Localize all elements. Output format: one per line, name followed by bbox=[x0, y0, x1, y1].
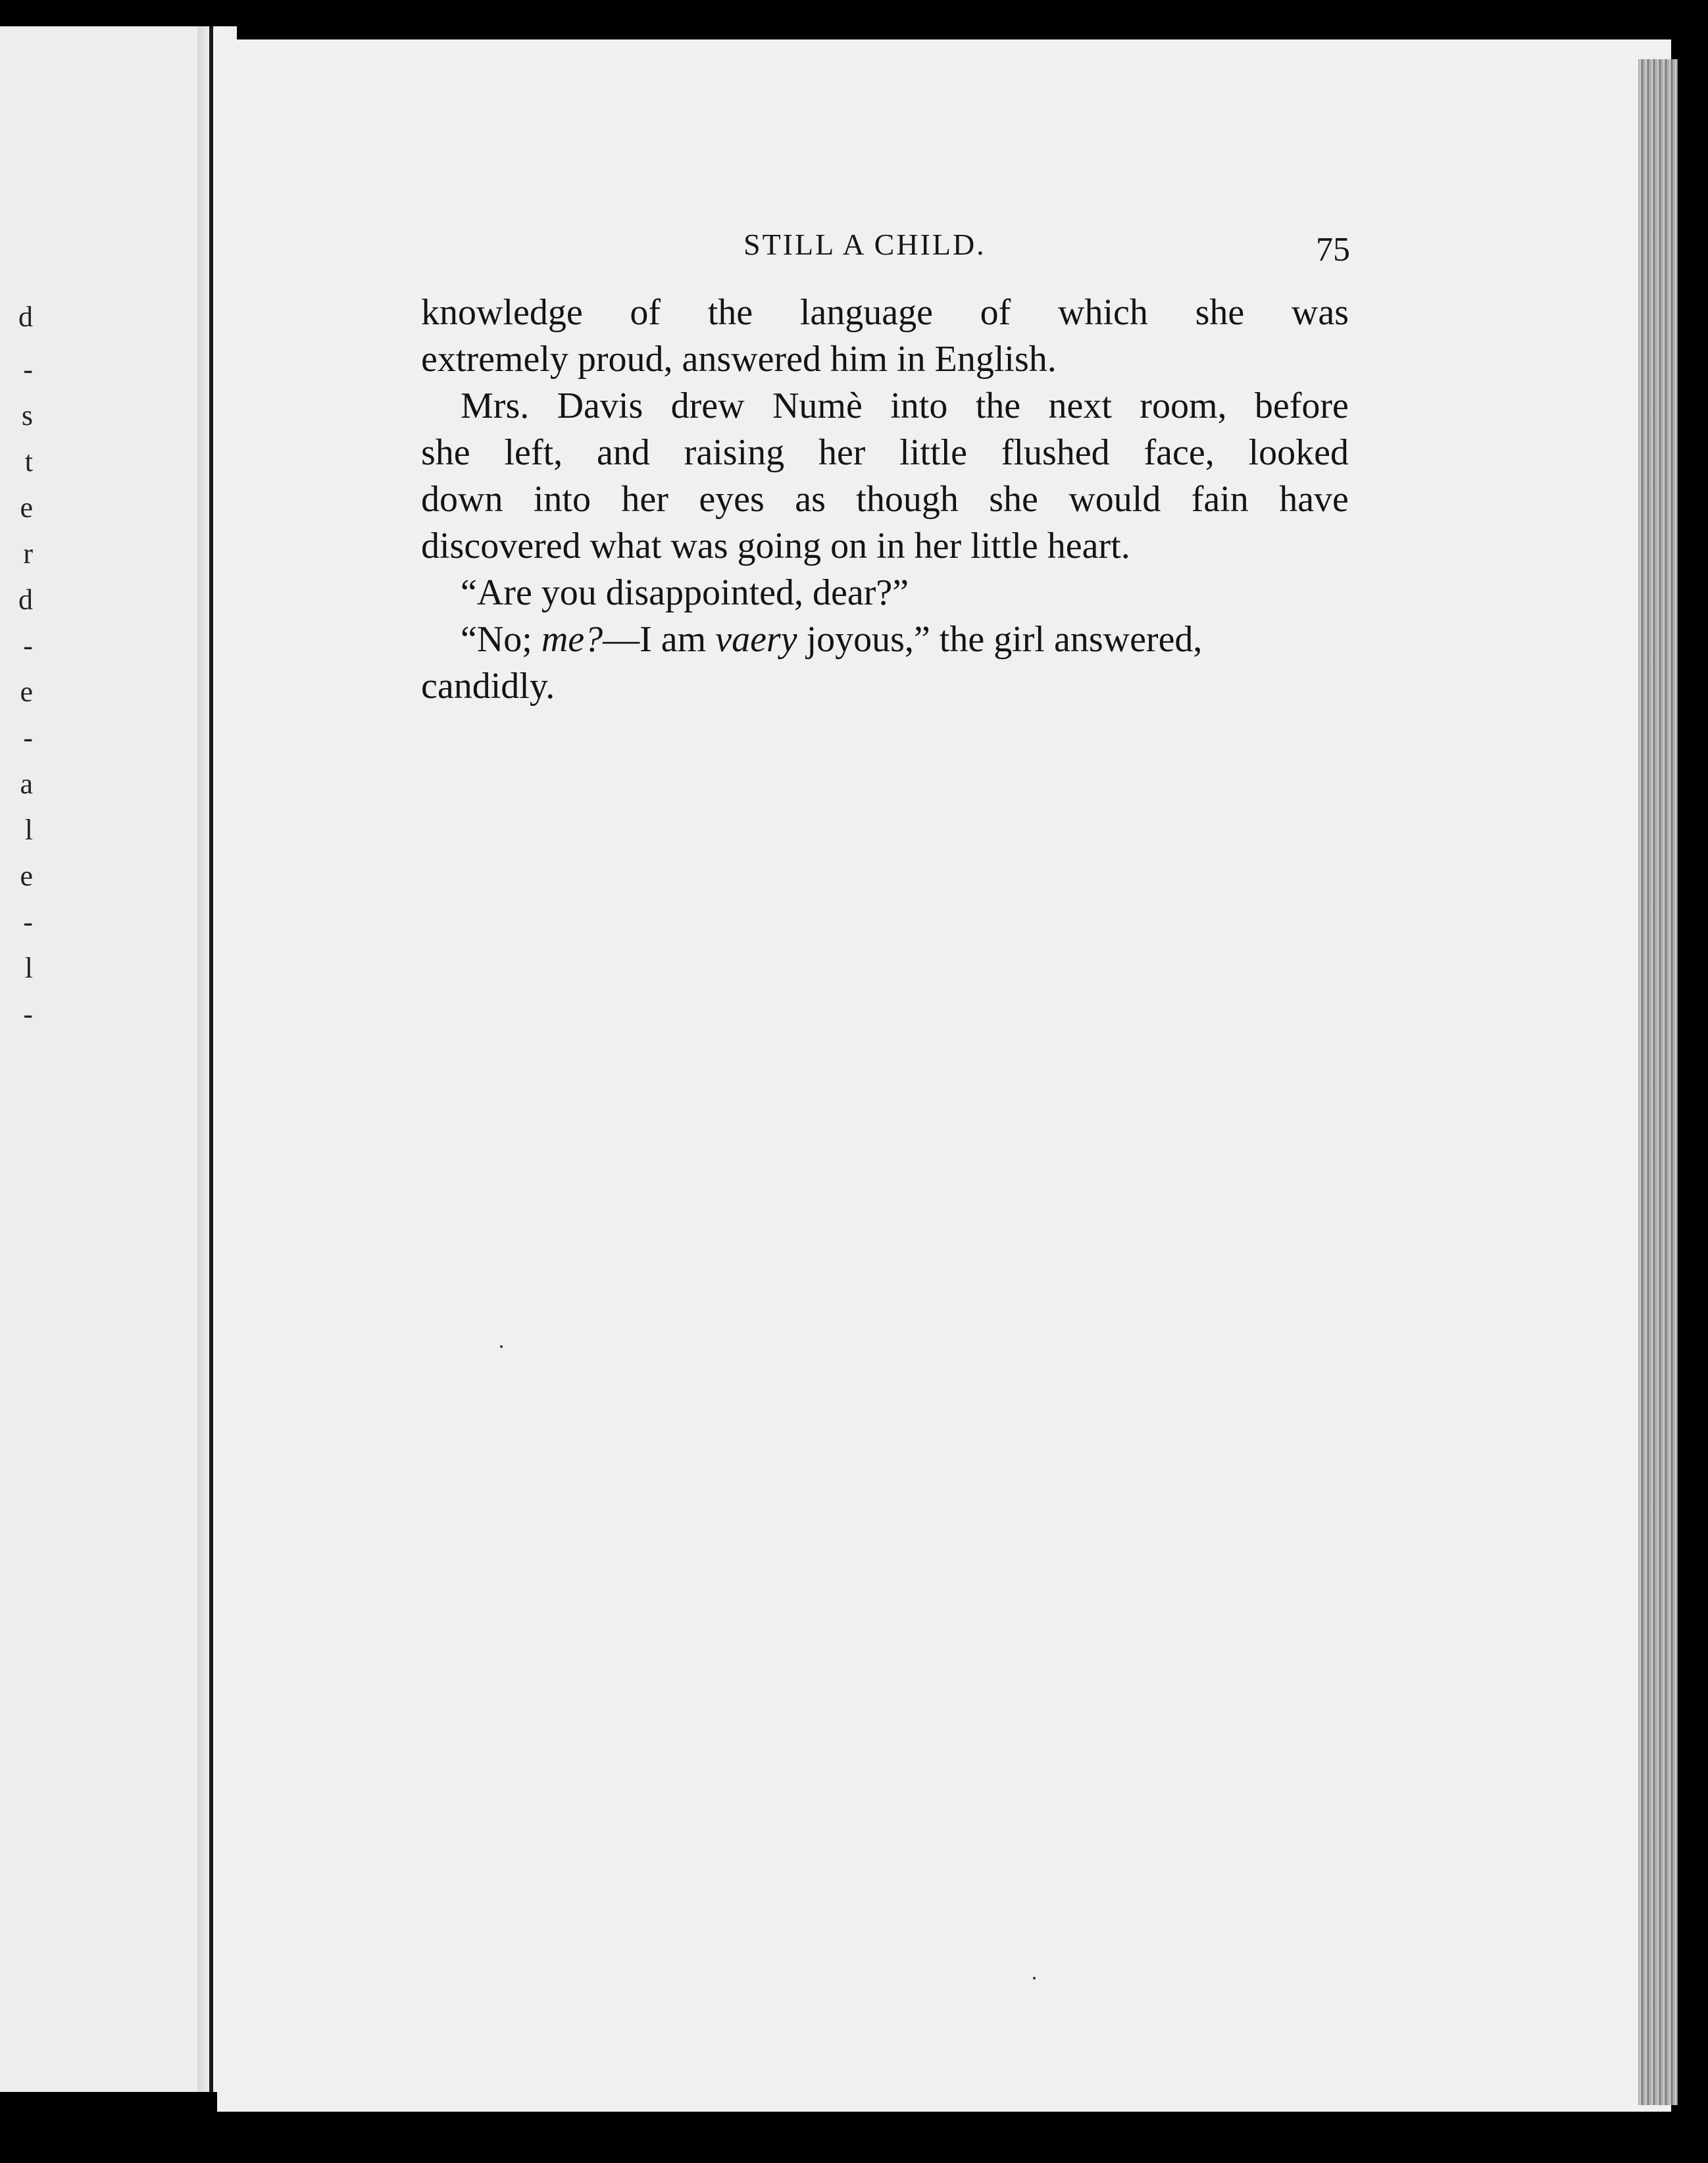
body-text bbox=[421, 289, 1349, 710]
word: the bbox=[975, 385, 1021, 426]
word: which bbox=[1058, 292, 1148, 333]
word: the bbox=[707, 292, 753, 333]
word: —I am bbox=[603, 619, 707, 660]
page-edges bbox=[1638, 59, 1678, 2105]
left-page bbox=[0, 26, 226, 2092]
fragment: t bbox=[24, 445, 33, 478]
word: language bbox=[799, 292, 933, 333]
word: raising bbox=[684, 432, 785, 473]
word: fain bbox=[1191, 479, 1249, 520]
word: little bbox=[899, 432, 967, 473]
word: down bbox=[421, 479, 503, 520]
word: was bbox=[1291, 292, 1349, 333]
text-line bbox=[421, 430, 1349, 476]
word: she bbox=[421, 432, 470, 473]
fragment: - bbox=[23, 998, 33, 1030]
word: her bbox=[818, 432, 866, 473]
word: eyes bbox=[699, 479, 765, 520]
word: and bbox=[596, 432, 650, 473]
left-page-text-fragments bbox=[0, 26, 39, 2092]
text-line: discovered what was going on in her little heart. bbox=[421, 526, 1130, 566]
word: room, bbox=[1140, 385, 1227, 426]
word: as bbox=[795, 479, 826, 520]
gutter-shadow-line bbox=[209, 26, 213, 2092]
word: she bbox=[989, 479, 1038, 520]
word: before bbox=[1254, 385, 1349, 426]
word: her bbox=[621, 479, 668, 520]
word: she bbox=[1195, 292, 1245, 333]
text-line: candidly. bbox=[421, 666, 555, 707]
italic-word: vaery bbox=[715, 619, 797, 660]
italic-word: me? bbox=[541, 619, 603, 660]
word: Mrs. bbox=[461, 385, 530, 426]
fragment: - bbox=[23, 906, 33, 938]
fragment: e bbox=[20, 676, 33, 708]
word: of bbox=[630, 292, 661, 333]
word: have bbox=[1279, 479, 1349, 520]
word: the girl answered, bbox=[939, 619, 1203, 660]
word: though bbox=[856, 479, 959, 520]
fragment: e bbox=[20, 491, 33, 524]
fragment: - bbox=[23, 353, 33, 385]
fragment: l bbox=[24, 814, 33, 846]
word: left, bbox=[504, 432, 563, 473]
text-line bbox=[421, 289, 1349, 336]
fragment: e bbox=[20, 860, 33, 892]
word: knowledge bbox=[421, 292, 583, 333]
text-line: extremely proud, answered him in English. bbox=[421, 339, 1057, 380]
page-number: 75 bbox=[1316, 231, 1350, 268]
scan-speck bbox=[500, 1345, 503, 1348]
text-line bbox=[421, 383, 1349, 430]
word: “No; bbox=[461, 619, 532, 660]
fragment: - bbox=[23, 630, 33, 662]
fragment: - bbox=[23, 722, 33, 754]
word: flushed bbox=[1001, 432, 1110, 473]
word: into bbox=[890, 385, 948, 426]
text-line: “Are you disappointed, dear?” bbox=[461, 572, 909, 613]
word: face, bbox=[1143, 432, 1215, 473]
text-line bbox=[421, 476, 1349, 523]
fragment: d bbox=[18, 301, 33, 333]
word: Numè bbox=[772, 385, 863, 426]
scan-speck bbox=[1033, 1977, 1036, 1979]
running-head: STILL A CHILD. bbox=[743, 228, 986, 261]
text-line bbox=[421, 616, 1349, 663]
fragment: s bbox=[21, 399, 33, 432]
word: looked bbox=[1248, 432, 1349, 473]
word: into bbox=[533, 479, 591, 520]
word: drew bbox=[670, 385, 745, 426]
word: of bbox=[980, 292, 1011, 333]
word: next bbox=[1048, 385, 1112, 426]
word: joyous,” bbox=[806, 619, 930, 660]
fragment: l bbox=[24, 952, 33, 984]
fragment: a bbox=[20, 768, 33, 800]
fragment: d bbox=[18, 584, 33, 616]
word: Davis bbox=[557, 385, 643, 426]
word: would bbox=[1068, 479, 1161, 520]
fragment: r bbox=[23, 537, 33, 570]
